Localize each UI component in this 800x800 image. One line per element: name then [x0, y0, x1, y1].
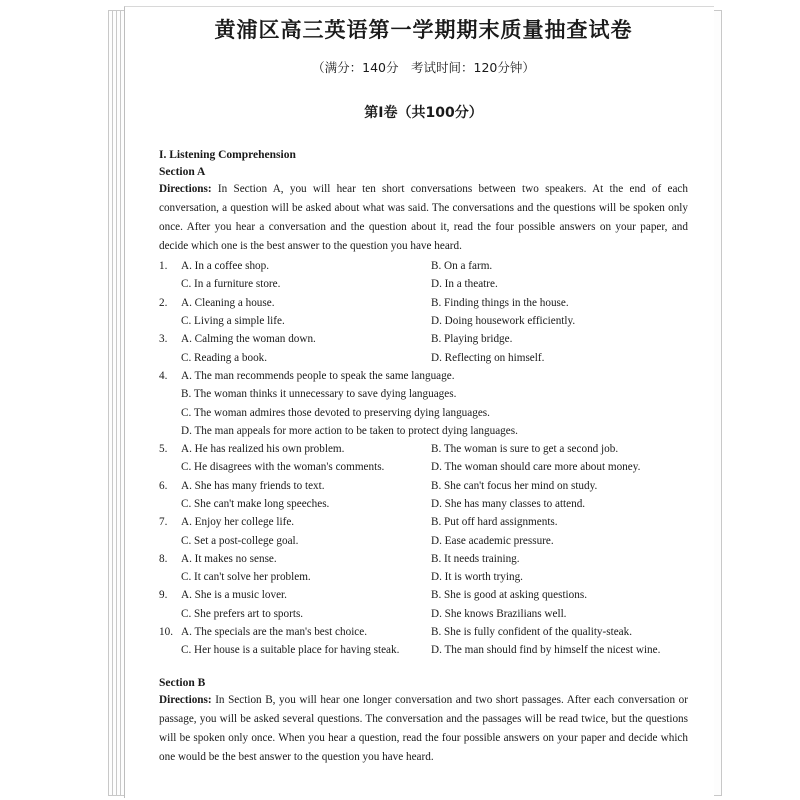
- question-row: [159, 330, 688, 348]
- option-b: B. It needs training.: [431, 552, 520, 565]
- question-row: [159, 440, 688, 458]
- option-b: B. Finding things in the house.: [431, 296, 569, 309]
- option-d: D. The man appeals for more action to be taken to protect dying languages.: [181, 424, 518, 437]
- option-c: C. Her house is a suitable place for having steak.: [181, 644, 400, 657]
- question-number: 9.: [159, 589, 168, 602]
- question-row: [159, 623, 688, 641]
- option-b: B. She is fully confident of the quality-steak.: [431, 626, 633, 639]
- question-row: [159, 257, 688, 275]
- option-c: C. He disagrees with the woman's comments.: [181, 461, 385, 474]
- option-c: C. Set a post-college goal.: [181, 534, 299, 547]
- option-a: A. Enjoy her college life.: [181, 516, 295, 529]
- directions-label: Directions:: [159, 183, 212, 195]
- option-a: A. She is a music lover.: [181, 589, 287, 602]
- option-a: A. She has many friends to text.: [181, 479, 325, 492]
- option-c: C. She prefers art to sports.: [181, 607, 304, 620]
- section-b-title: Section B: [159, 676, 206, 689]
- option-d: D. Doing housework efficiently.: [431, 315, 576, 328]
- option-c: C. In a furniture store.: [181, 278, 281, 291]
- question-row: [159, 586, 688, 604]
- option-b: B. The woman is sure to get a second job.: [431, 443, 619, 456]
- option-d: D. In a theatre.: [431, 278, 498, 291]
- question-row: [159, 550, 688, 568]
- question-row: [159, 605, 688, 623]
- option-c: C. She can't make long speeches.: [181, 498, 330, 510]
- option-b: B. She can't focus her mind on study.: [431, 479, 598, 492]
- option-d: D. Reflecting on himself.: [431, 351, 545, 364]
- option-a: A. In a coffee shop.: [181, 260, 270, 273]
- question-row: [159, 495, 688, 513]
- question-row: [159, 513, 688, 531]
- option-b: B. Playing bridge.: [431, 333, 513, 346]
- question-row: [159, 422, 688, 440]
- question-number: 7.: [159, 516, 168, 529]
- option-b: B. Put off hard assignments.: [431, 516, 558, 529]
- question-number: 8.: [159, 552, 168, 565]
- exam-subtitle: （满分：140分 考试时间：120分钟）: [312, 60, 535, 75]
- question-row: [159, 275, 688, 293]
- option-b: B. The woman thinks it unnecessary to save dying languages.: [181, 388, 457, 401]
- question-list: [159, 257, 688, 660]
- question-row: [159, 312, 688, 330]
- question-number: 2.: [159, 296, 168, 309]
- option-b: B. She is good at asking questions.: [431, 589, 588, 602]
- question-number: 1.: [159, 260, 168, 273]
- part-title: I. Listening Comprehension: [159, 149, 296, 161]
- question-row: [159, 641, 688, 659]
- option-a: A. He has realized his own problem.: [181, 443, 345, 456]
- question-row: [159, 348, 688, 366]
- option-d: D. She has many classes to attend.: [431, 498, 586, 510]
- option-c: C. Living a simple life.: [181, 315, 285, 328]
- section-a-title: Section A: [159, 166, 206, 178]
- option-d: D. The woman should care more about money.: [431, 461, 641, 474]
- question-row: [159, 458, 688, 476]
- exam-title: 黄浦区高三英语第一学期期末质量抽查试卷: [214, 18, 633, 42]
- question-number: 6.: [159, 479, 168, 492]
- option-d: D. The man should find by himself the nicest wine.: [431, 644, 661, 657]
- option-a: A. It makes no sense.: [181, 552, 277, 565]
- question-row: [159, 367, 688, 385]
- question-row: [159, 294, 688, 312]
- question-row: [159, 531, 688, 549]
- option-a: A. Calming the woman down.: [181, 333, 316, 346]
- question-row: [159, 568, 688, 586]
- option-a: A. The man recommends people to speak the same language.: [181, 369, 455, 382]
- option-d: D. Ease academic pressure.: [431, 534, 554, 547]
- question-number: 3.: [159, 333, 168, 346]
- directions-text: In Section B, you will hear one longer conversation and two short passages. After each conversation or passage, you will be asked several questions. The conversation and the passages will be read twice, but the questions will be spoken only once. When you hear a question, read the four possible answers on your paper and decide which one would be the best answer to the question you have heard.: [159, 693, 688, 763]
- question-row: [159, 477, 688, 495]
- directions-text: In Section A, you will hear ten short conversations between two speakers. At the end of each conversation, a question will be asked about what was said. The conversations and the questions will be spoken only once. After you hear a conversation and the question about it, read the four possible answers on your paper, and decide which one is the best answer to the question you have heard.: [159, 183, 688, 252]
- option-c: C. It can't solve her problem.: [181, 571, 311, 584]
- volume-title: 第Ⅰ卷（共100分）: [364, 105, 483, 121]
- option-a: A. Cleaning a house.: [181, 296, 275, 309]
- question-row: [159, 403, 688, 421]
- option-a: A. The specials are the man's best choice.: [181, 626, 368, 639]
- question-number: 5.: [159, 443, 168, 456]
- option-c: C. Reading a book.: [181, 351, 268, 364]
- directions-label: Directions:: [159, 693, 212, 706]
- option-d: D. It is worth trying.: [431, 571, 523, 584]
- exam-page: [124, 6, 714, 798]
- question-number: 4.: [159, 369, 168, 382]
- question-number: 10.: [159, 626, 173, 639]
- option-b: B. On a farm.: [431, 260, 493, 273]
- question-row: [159, 385, 688, 403]
- section-b-directions: [159, 691, 688, 767]
- option-c: C. The woman admires those devoted to preserving dying languages.: [181, 406, 490, 419]
- option-d: D. She knows Brazilians well.: [431, 607, 567, 620]
- section-a-directions: [159, 180, 688, 256]
